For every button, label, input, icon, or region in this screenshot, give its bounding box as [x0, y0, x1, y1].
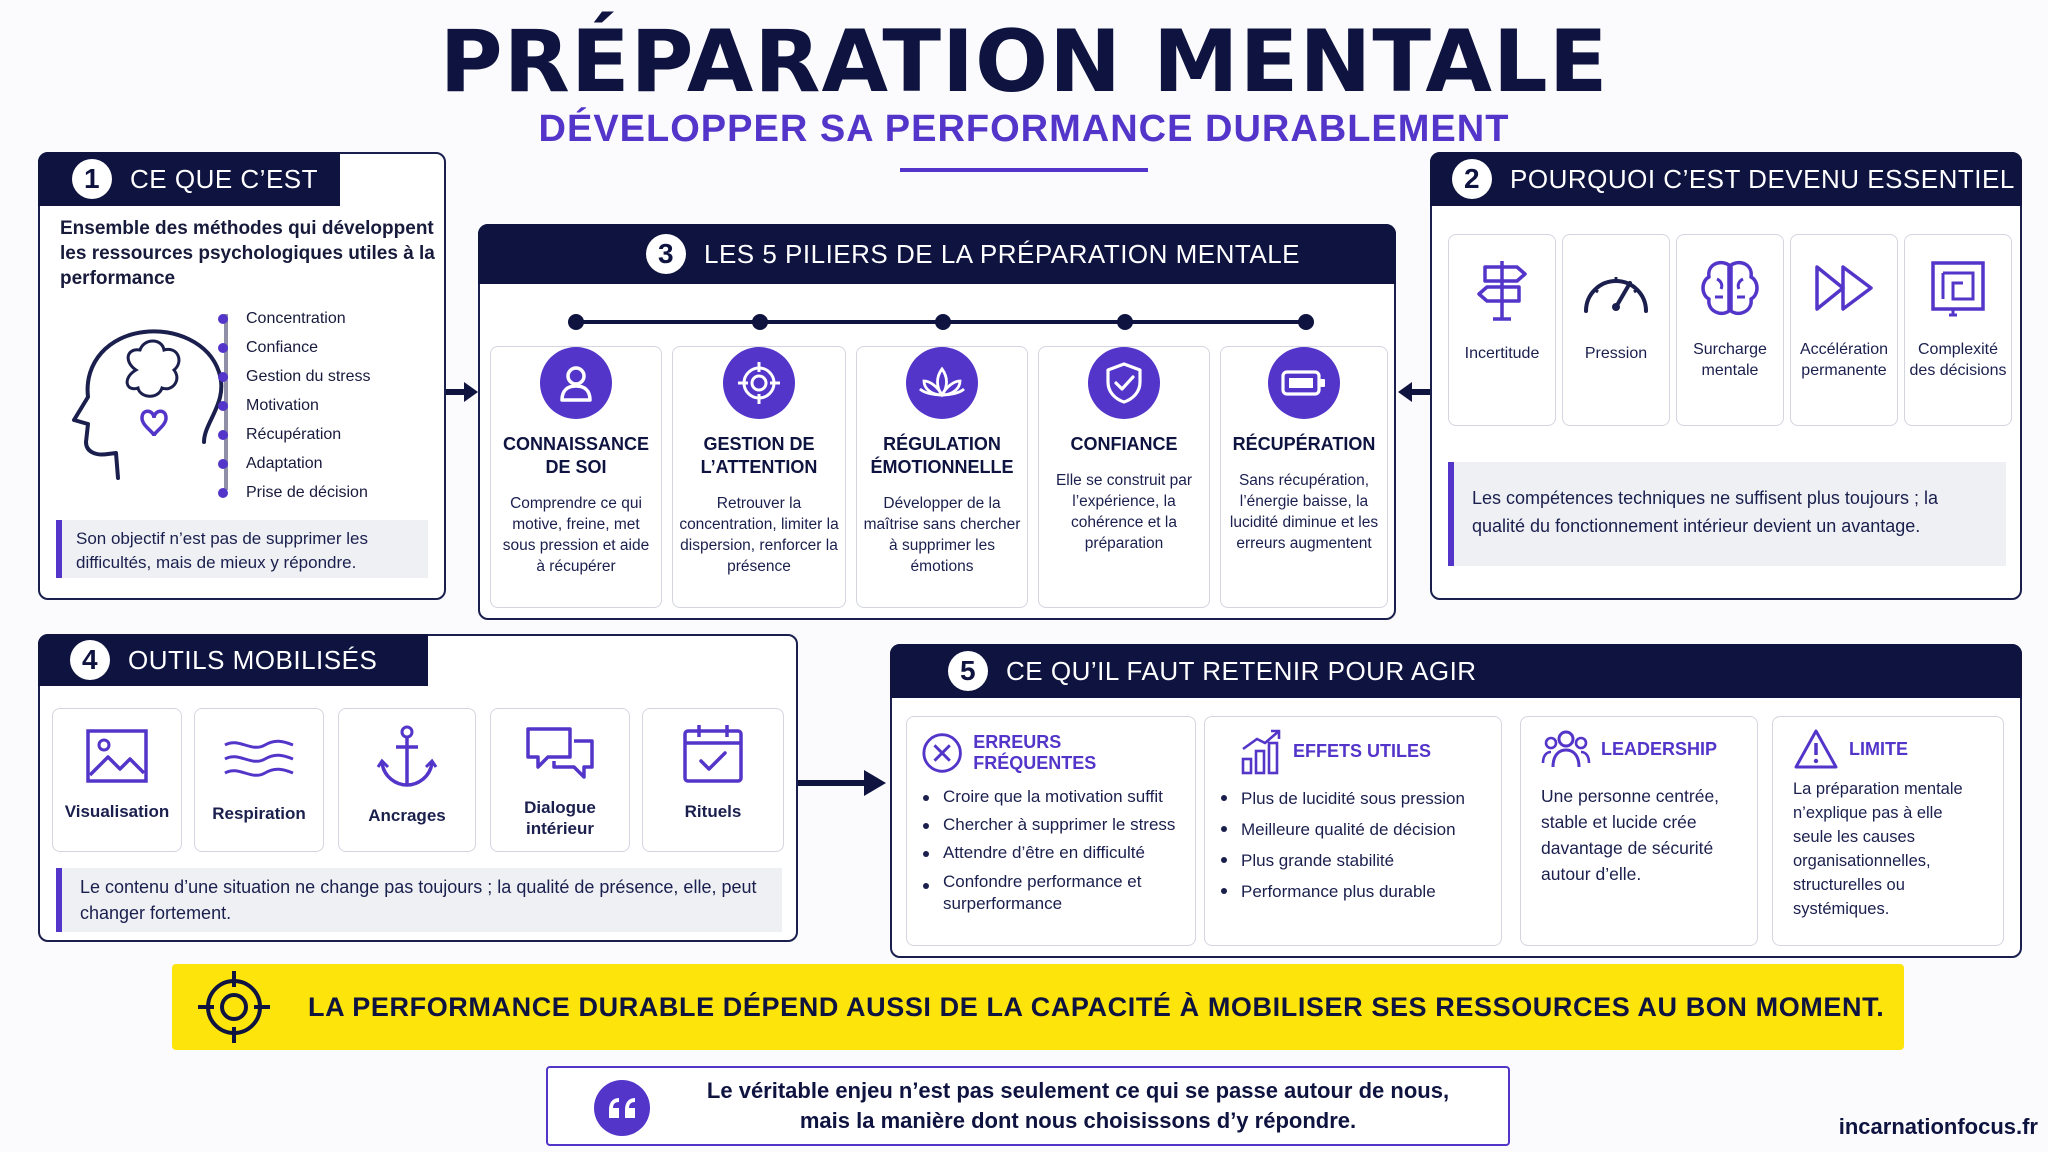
section-4-note: Le contenu d’une situation ne change pas toujours ; la qualité de présence, elle, peut changer fortement.	[56, 868, 782, 932]
pillar-description: Développer de la maîtrise sans chercher à supprimer les émotions	[863, 495, 1021, 575]
factor-tile: Pression	[1562, 234, 1670, 426]
list-item: Plus de lucidité sous pression	[1219, 783, 1465, 814]
skills-list	[218, 304, 371, 507]
list-item: Confondre performance et surperformance	[921, 871, 1181, 915]
pillar-description: Sans récupération, l’énergie baisse, la lucidité diminue et les erreurs augmentent	[1229, 472, 1379, 552]
section-4-header	[38, 634, 428, 686]
wind-icon	[221, 731, 297, 785]
pillar-description: Comprendre ce qui motive, freine, met sous pression et aide à récupérer	[502, 495, 650, 575]
pillar-card	[672, 346, 846, 608]
tool-tile: Dialogue intérieur	[490, 708, 630, 852]
pillar-title: CONFIANCE	[1070, 434, 1178, 454]
factor-tile: Accélération permanente	[1790, 234, 1898, 426]
limit-text: La préparation mentale n’explique pas à elle seule les causes organisationnelles, structurelles ou systémiques.	[1793, 780, 1963, 918]
effects-card	[1204, 716, 1502, 946]
close-circle-icon	[921, 731, 963, 775]
list-item: Plus grande stabilité	[1219, 845, 1465, 876]
quote-line-2: mais la manière dont nous choisissons d’y répondre.	[799, 1108, 1357, 1133]
section-why-essential	[1430, 152, 2022, 600]
signpost-icon	[1475, 257, 1529, 323]
section-2-title: POURQUOI C’EST DEVENU ESSENTIEL	[1510, 163, 2015, 194]
skill-item: Concentration	[218, 304, 371, 333]
image-icon	[84, 727, 150, 787]
errors-card	[906, 716, 1196, 946]
timeline-dot	[752, 314, 768, 330]
calendar-check-icon	[681, 723, 745, 785]
section-2-note: Les compétences techniques ne suffisent plus toujours ; la qualité du fonctionnement intérieur devient un avantage.	[1448, 462, 2006, 566]
list-item: Performance plus durable	[1219, 876, 1465, 907]
page-subtitle: DÉVELOPPER SA PERFORMANCE DURABLEMENT	[538, 108, 1510, 150]
skill-item: Gestion du stress	[218, 362, 371, 391]
factor-tile: Surcharge mentale	[1676, 234, 1784, 426]
effects-list	[1219, 783, 1465, 907]
section-1-note: Son objectif n’est pas de supprimer les difficultés, mais de mieux y répondre.	[56, 520, 428, 578]
limit-card	[1772, 716, 2004, 946]
section-1-number: 1	[72, 159, 112, 199]
section-3-number: 3	[646, 234, 686, 274]
skill-item: Confiance	[218, 333, 371, 362]
timeline-dot	[1298, 314, 1314, 330]
section-3-title: LES 5 PILIERS DE LA PRÉPARATION MENTALE	[704, 238, 1301, 269]
section-3-header	[478, 224, 1396, 284]
section-5-title: CE QU’IL FAUT RETENIR POUR AGIR	[1006, 655, 1477, 686]
timeline-dot	[568, 314, 584, 330]
brain-icon	[1699, 257, 1761, 319]
speech-bubbles-icon	[524, 723, 596, 783]
tool-tile: Visualisation	[52, 708, 182, 852]
tool-tile: Respiration	[194, 708, 324, 852]
section-4-title: OUTILS MOBILISÉS	[128, 644, 378, 675]
pillar-card	[1220, 346, 1388, 608]
arrow-left-icon	[1396, 380, 1430, 404]
leadership-text: Une personne centrée, stable et lucide crée davantage de sécurité autour d’elle.	[1541, 786, 1720, 884]
pillar-title: RÉCUPÉRATION	[1232, 434, 1376, 454]
pillar-title: GESTION DE L’ATTENTION	[700, 434, 818, 477]
battery-icon	[1268, 347, 1340, 419]
factor-tile: Incertitude	[1448, 234, 1556, 426]
skill-item: Récupération	[218, 420, 371, 449]
list-item: Attendre d’être en difficulté	[921, 839, 1181, 867]
section-1-header	[38, 152, 340, 206]
title-underline	[900, 168, 1148, 172]
effects-header: EFFETS UTILES	[1239, 727, 1431, 775]
pillar-description: Retrouver la concentration, limiter la dispersion, renforcer la présence	[679, 495, 839, 575]
factor-tile: Complexité des décisions	[1904, 234, 2012, 426]
section-5-number: 5	[948, 651, 988, 691]
section-tools	[38, 634, 798, 942]
section-1-intro: Ensemble des méthodes qui développent les ressources psychologiques utiles à la performance	[60, 218, 435, 289]
section-five-pillars	[478, 224, 1396, 620]
quote-icon	[594, 1080, 650, 1136]
section-4-number: 4	[70, 640, 110, 680]
skill-item: Motivation	[218, 391, 371, 420]
timeline-dot	[935, 314, 951, 330]
errors-header: ERREURS FRÉQUENTES	[921, 731, 1181, 775]
page-title: PRÉPARATION MENTALE	[439, 12, 1609, 112]
tool-tile: Rituels	[642, 708, 784, 852]
key-message-banner	[172, 964, 1904, 1050]
list-item: Chercher à supprimer le stress	[921, 811, 1181, 839]
gauge-icon	[1580, 263, 1652, 317]
arrow-right-icon	[446, 380, 480, 404]
group-icon	[1541, 727, 1591, 771]
list-item: Croire que la motivation suffit	[921, 783, 1181, 811]
head-heart-icon	[54, 322, 234, 482]
leadership-card	[1520, 716, 1758, 946]
target-icon	[194, 967, 274, 1047]
quote-line-1: Le véritable enjeu n’est pas seulement ce qui se passe autour de nous,	[706, 1078, 1450, 1103]
lotus-icon	[906, 347, 978, 419]
person-icon	[540, 347, 612, 419]
banner-text: LA PERFORMANCE DURABLE DÉPEND AUSSI DE LA CAPACITÉ À MOBILISER SES RESSOURCES AU BON MOMENT.	[308, 991, 1885, 1022]
bar-chart-up-icon	[1239, 727, 1283, 775]
pillar-title: RÉGULATION ÉMOTIONNELLE	[870, 434, 1014, 477]
anchor-icon	[376, 723, 438, 791]
section-what-it-is	[38, 152, 446, 600]
pillar-card	[856, 346, 1028, 608]
footer-site: incarnationfocus.fr	[1838, 1114, 2038, 1139]
tool-tile: Ancrages	[338, 708, 476, 852]
maze-icon	[1929, 259, 1987, 319]
pillar-description: Elle se construit par l’expérience, la cohérence et la préparation	[1055, 472, 1193, 552]
list-item: Meilleure qualité de décision	[1219, 814, 1465, 845]
section-5-header	[890, 644, 2022, 698]
section-1-title: CE QUE C’EST	[130, 163, 319, 194]
warning-icon	[1793, 727, 1839, 771]
skill-item: Prise de décision	[218, 478, 371, 507]
skill-item: Adaptation	[218, 449, 371, 478]
errors-list	[921, 783, 1181, 915]
leadership-header: LEADERSHIP	[1541, 727, 1717, 771]
closing-quote	[546, 1066, 1510, 1146]
fast-forward-icon	[1811, 261, 1877, 315]
section-2-number: 2	[1452, 159, 1492, 199]
pillar-card	[1038, 346, 1210, 608]
limit-header: LIMITE	[1793, 727, 1908, 771]
shield-check-icon	[1088, 347, 1160, 419]
arrow-right-icon	[798, 768, 890, 798]
pillar-title: CONNAISSANCE DE SOI	[502, 434, 649, 477]
timeline-dot	[1117, 314, 1133, 330]
pillar-card	[490, 346, 662, 608]
section-key-takeaways	[890, 644, 2022, 958]
section-2-header	[1430, 152, 2022, 206]
crosshair-icon	[723, 347, 795, 419]
